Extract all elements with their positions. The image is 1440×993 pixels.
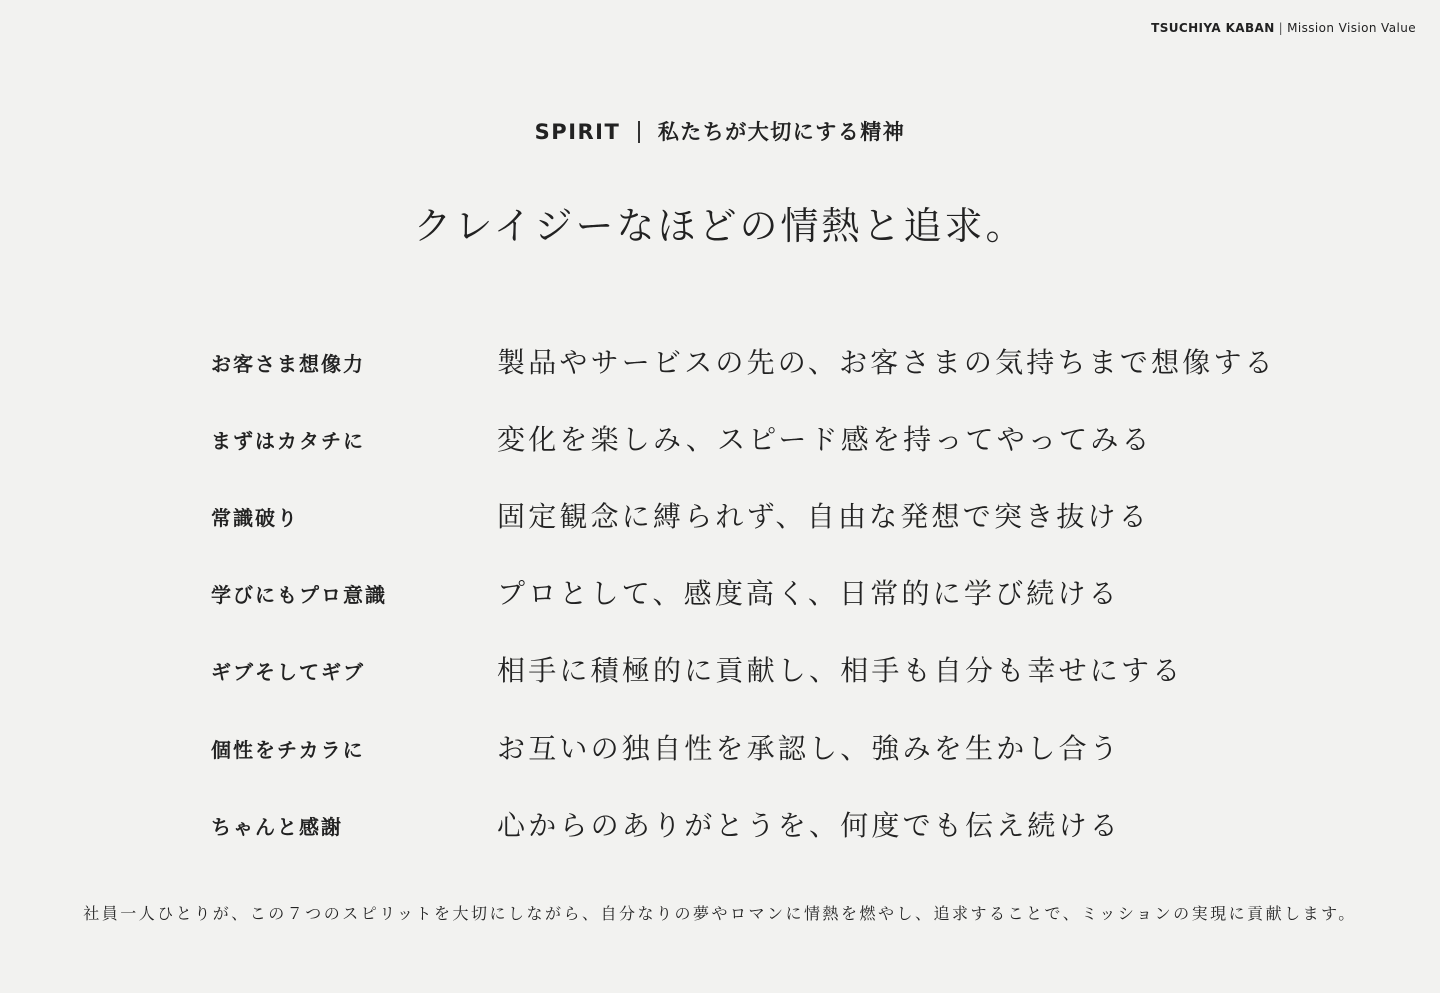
section-heading <box>0 116 1440 146</box>
header-subtitle: Mission Vision Value <box>1287 21 1416 35</box>
header-separator: | <box>1278 21 1284 35</box>
headline: クレイジーなほどの情熱と追求。 <box>413 204 1027 248</box>
spirit-label: 学びにもプロ意識 <box>211 583 387 608</box>
spirit-description: 製品やサービスの先の、お客さまの気持ちまで想像する <box>497 345 1276 379</box>
footer-statement: 社員一人ひとりが、この７つのスピリットを大切にしながら、自分なりの夢やロマンに情熱を燃やし、追求することで、ミッションの実現に貢献します。 <box>83 904 1357 923</box>
spirit-row <box>211 631 1311 708</box>
spirit-row <box>211 708 1311 785</box>
spirit-label: お客さま想像力 <box>211 351 365 376</box>
spirit-row <box>211 399 1311 476</box>
spirit-row <box>211 476 1311 553</box>
spirit-label: ちゃんと感謝 <box>211 814 343 839</box>
spirit-label: 個性をチカラに <box>211 737 365 762</box>
spirit-description: お互いの独自性を承認し、強みを生かし合う <box>497 731 1122 765</box>
spirit-list <box>211 322 1311 862</box>
brand-name: TSUCHIYA KABAN <box>1151 21 1275 35</box>
spirit-label: 常識破り <box>211 505 299 530</box>
spirit-row <box>211 322 1311 399</box>
section-title: 私たちが大切にする精神 <box>657 120 906 144</box>
spirit-label: ギブそしてギブ <box>211 660 365 685</box>
spirit-description: 固定観念に縛られず、自由な発想で突き抜ける <box>497 499 1150 533</box>
spirit-label: まずはカタチに <box>211 428 365 453</box>
spirit-description: プロとして、感度高く、日常的に学び続ける <box>497 577 1120 611</box>
spirit-description: 変化を楽しみ、スピード感を持ってやってみる <box>497 422 1153 456</box>
spirit-row <box>211 785 1311 862</box>
page-header <box>1151 21 1416 35</box>
spirit-description: 相手に積極的に貢献し、相手も自分も幸せにする <box>497 654 1184 688</box>
spirit-description: 心からのありがとうを、何度でも伝え続ける <box>497 808 1122 842</box>
section-label: SPIRIT <box>534 120 621 144</box>
section-divider <box>638 121 640 143</box>
spirit-row <box>211 554 1311 631</box>
